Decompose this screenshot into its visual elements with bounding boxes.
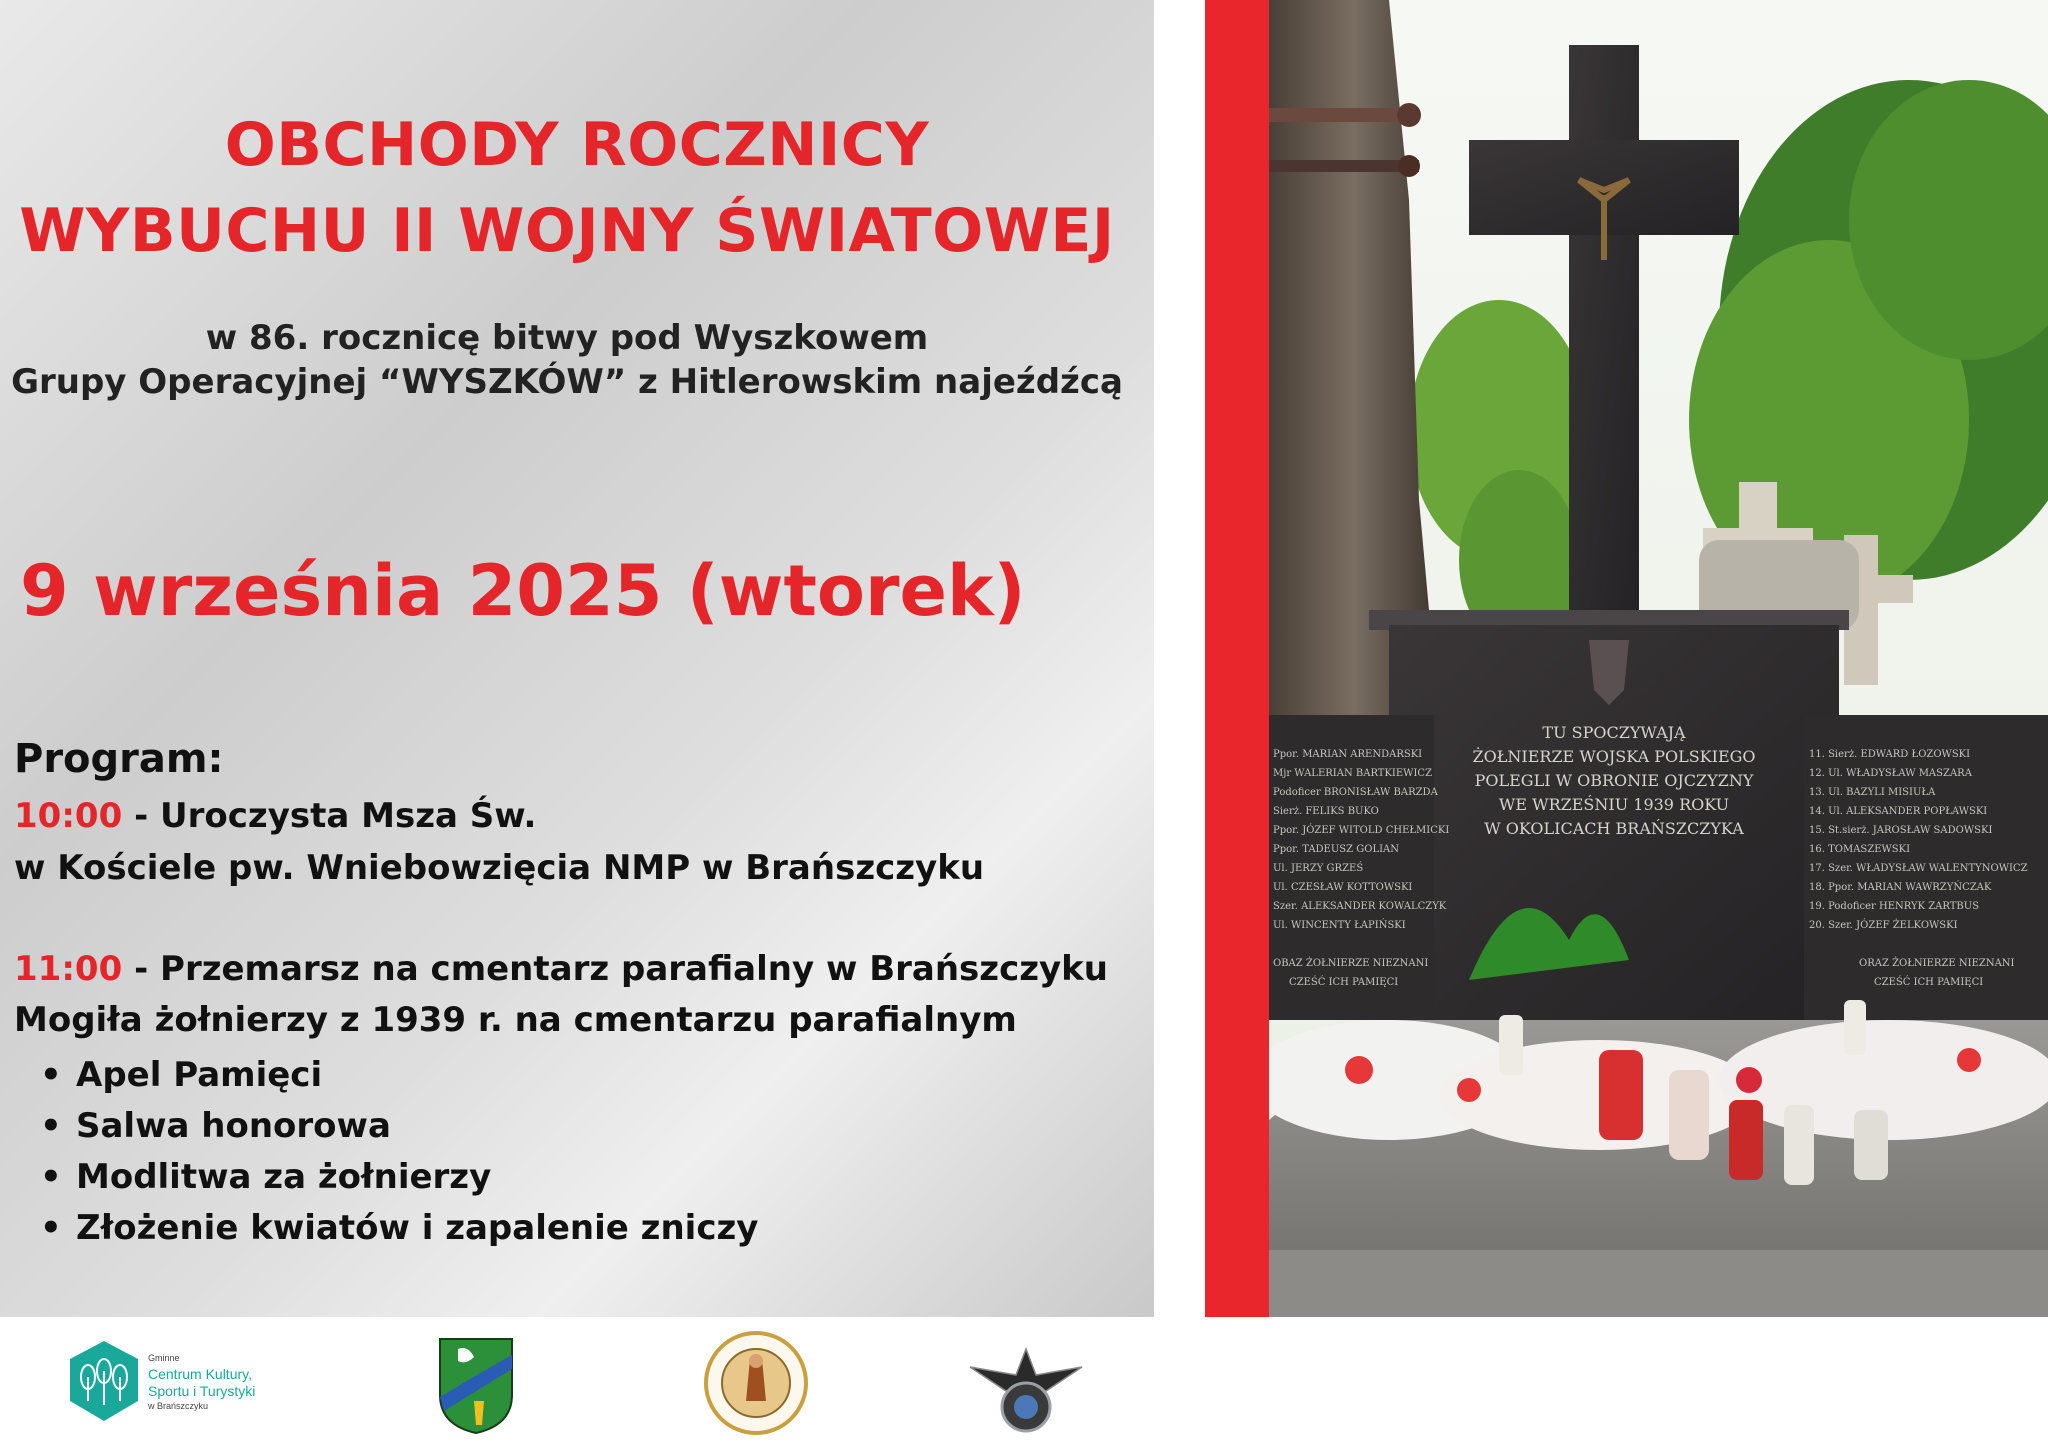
logo-text: w Brańszczyku: [148, 1401, 209, 1411]
plaque-name: Ppor. MARIAN ARENDARSKI: [1273, 749, 1423, 760]
inscription-line: ŻOŁNIERZE WOJSKA POLSKIEGO: [1472, 747, 1756, 766]
plaque-name: ORAZ ŻOŁNIERZE NIEZNANI: [1859, 958, 2015, 969]
plaque-name: Ppor. JÓZEF WITOLD CHEŁMICKI: [1273, 825, 1450, 836]
inscription-line: POLEGLI W OBRONIE OJCZYZNY: [1474, 771, 1754, 790]
plaque-name: 20. Szer. JÓZEF ŻELKOWSKI: [1809, 920, 1958, 931]
inscription-line: TU SPOCZYWAJĄ: [1542, 723, 1686, 742]
bullet-item: • Apel Pamięci: [40, 1050, 758, 1101]
plaque-name: Ul. WINCENTY ŁAPIŃSKI: [1273, 920, 1406, 931]
program-item-church: [14, 848, 984, 888]
gcksit-logo: [68, 1339, 288, 1429]
program-item-text: - Przemarsz na cmentarz parafialny w Brańszczyku: [122, 949, 1109, 989]
title-line-1: OBCHODY ROCZNICY: [224, 110, 930, 180]
program-item-text: Mogiła żołnierzy z 1939 r. na cmentarzu parafialnym: [14, 1000, 1017, 1040]
program-item-mass: [14, 796, 536, 836]
inscription-line: W OKOLICACH BRAŃSZCZYKA: [1484, 819, 1744, 838]
coat-of-arms-logo: [436, 1335, 516, 1435]
program-item-text: w Kościele pw. Wniebowzięcia NMP w Brańszczyku: [14, 848, 985, 888]
bullet-item: • Salwa honorowa: [40, 1101, 758, 1152]
plaque-name: Ul. CZESŁAW KOTTOWSKI: [1273, 882, 1413, 893]
military-emblem-logo: [966, 1329, 1086, 1439]
time-label: 11:00: [14, 949, 123, 989]
logo-text: Gminne: [148, 1353, 180, 1363]
plaque-name: CZEŚĆ ICH PAMIĘCI: [1289, 977, 1399, 988]
plaque-name: 14. Ul. ALEKSANDER POPŁAWSKI: [1809, 806, 1988, 817]
inscription-line: WE WRZEŚNIU 1939 ROKU: [1498, 795, 1730, 814]
plaque-name: OBAZ ŻOŁNIERZE NIEZNANI: [1273, 958, 1429, 969]
logo-text: Centrum Kultury,: [148, 1366, 252, 1382]
program-item-text: - Uroczysta Msza Św.: [122, 796, 537, 836]
plaque-name: 15. St.sierż. JAROSŁAW SADOWSKI: [1809, 825, 1993, 836]
plaque-name: 13. Ul. BAZYLI MISIUŁA: [1809, 787, 1936, 798]
plaque-name: 17. Szer. WŁADYSŁAW WALENTYNOWICZ: [1809, 863, 2028, 874]
program-item-march: [14, 949, 1108, 989]
program-bullet-list: [40, 1050, 758, 1254]
bullet-item: • Złożenie kwiatów i zapalenie zniczy: [40, 1203, 758, 1254]
program-label: Program:: [14, 736, 224, 782]
plaque-name: Ul. JERZY GRZEŚ: [1273, 863, 1364, 874]
plaque-name: 11. Sierż. EDWARD ŁOZOWSKI: [1809, 749, 1971, 760]
bullet-item: • Modlitwa za żołnierzy: [40, 1152, 758, 1203]
title-line-2: WYBUCHU II WOJNY ŚWIATOWEJ: [19, 196, 1115, 266]
plaque-name: CZEŚĆ ICH PAMIĘCI: [1874, 977, 1984, 988]
plaque-name: 18. Ppor. MARIAN WAWRZYŃCZAK: [1809, 882, 1992, 893]
plaque-name: 19. Podoficer HENRYK ZARTBUS: [1809, 901, 1980, 912]
plaque-name: Podoficer BRONISŁAW BARZDA: [1273, 787, 1438, 798]
plaque-name: Sierż. FELIKS BUKO: [1273, 806, 1379, 817]
plaque-name: 12. Ul. WŁADYSŁAW MASZARA: [1809, 768, 1972, 779]
subtitle-line-2: Grupy Operacyjnej “WYSZKÓW” z Hitlerowskim najeźdźcą: [11, 362, 1123, 402]
plaque-name: Szer. ALEKSANDER KOWALCZYK: [1273, 901, 1447, 912]
red-accent-stripe: [1205, 0, 1269, 1317]
plaque-name: 16. TOMASZEWSKI: [1809, 844, 1911, 855]
program-item-grave: [14, 1000, 1017, 1040]
logo-text: Sportu i Turystyki: [148, 1383, 256, 1399]
plaque-name: Ppor. TADEUSZ GOLIAN: [1273, 844, 1400, 855]
footer-logos: [0, 1317, 2048, 1448]
subtitle-line-1: w 86. rocznicę bitwy pod Wyszkowem: [205, 318, 929, 358]
time-label: 10:00: [14, 796, 123, 836]
memorial-photo: [1269, 0, 2048, 1317]
event-date: 9 września 2025 (wtorek): [20, 550, 1026, 632]
plaque-name: Mjr WALERIAN BARTKIEWICZ: [1273, 768, 1433, 779]
parish-seal-logo: [704, 1331, 808, 1435]
